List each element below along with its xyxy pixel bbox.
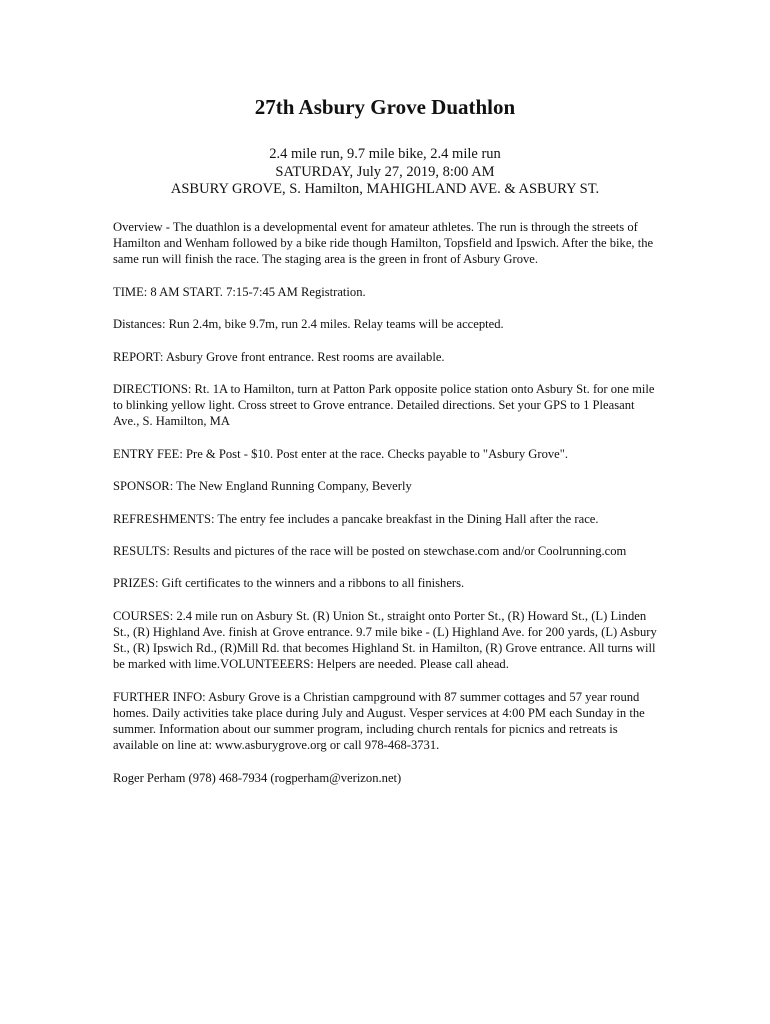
overview-paragraph: Overview - The duathlon is a developmental event for amateur athletes. The run is through the streets of Hamilton and Wenham followed by a bike ride though Hamilton, Topsfield and Ipswich. After the bike, the same run will finish the race. The staging area is the green in front of Asbury Grove. [113, 220, 654, 267]
time-paragraph: TIME: 8 AM START. 7:15-7:45 AM Registration. [113, 284, 366, 299]
report-paragraph: REPORT: Asbury Grove front entrance. Rest rooms are available. [113, 349, 445, 364]
entry-fee-paragraph: ENTRY FEE: Pre & Post - $10. Post enter at the race. Checks payable to "Asbury Grove". [113, 446, 569, 461]
prizes-paragraph: PRIZES: Gift certificates to the winners and a ribbons to all finishers. [113, 576, 465, 591]
further-info-paragraph: FURTHER INFO: Asbury Grove is a Christian campground with 87 summer cottages and 57 year round homes. Daily activities take place during July and August. Vesper services at 4:00 PM each Sunday in the summer. Information about our summer program, including church rentals for picnics and retreats is available on line at: www.asburygrove.org or call 978-468-3731. [113, 689, 645, 753]
event-distances: 2.4 mile run, 9.7 mile bike, 2.4 mile run [269, 146, 501, 162]
document-body [113, 219, 658, 802]
directions-paragraph: DIRECTIONS: Rt. 1A to Hamilton, turn at Patton Park opposite police station onto Asbury St. for one mile to blinking yellow light. Cross street to Grove entrance. Detailed directions. Set your GPS to 1 Pleasant Ave., S. Hamilton, MA [113, 381, 655, 429]
sponsor-paragraph: SPONSOR: The New England Running Company, Beverly [113, 479, 412, 494]
refreshments-paragraph: REFRESHMENTS: The entry fee includes a pancake breakfast in the Dining Hall after the race. [113, 511, 599, 526]
event-date-time: SATURDAY, July 27, 2019, 8:00 AM [275, 163, 495, 180]
distances-paragraph: Distances: Run 2.4m, bike 9.7m, run 2.4 miles. Relay teams will be accepted. [113, 317, 504, 332]
contact-paragraph: Roger Perham (978) 468-7934 (rogperham@verizon.net) [113, 770, 402, 785]
event-summary [0, 146, 770, 199]
event-location: ASBURY GROVE, S. Hamilton, MAHIGHLAND AVE. & ASBURY ST. [170, 181, 600, 197]
results-paragraph: RESULTS: Results and pictures of the race will be posted on stewchase.com and/or Coolrunning.com [113, 543, 627, 558]
document-title: 27th Asbury Grove Duathlon [254, 95, 516, 119]
courses-paragraph: COURSES: 2.4 mile run on Asbury St. (R) Union St., straight onto Porter St., (R) Howard St., (L) Linden St., (R) Highland Ave. finish at Grove entrance. 9.7 mile bike - (L) Highland Ave. for 200 yards, (L) Asbury St., (R) Ipswich Rd., (R)Mill Rd. that becomes Highland St. in Hamilton, (R) Grove entrance. All turns will be marked with lime.VOLUNTEEERS: Helpers are needed. Please call ahead. [113, 608, 657, 672]
